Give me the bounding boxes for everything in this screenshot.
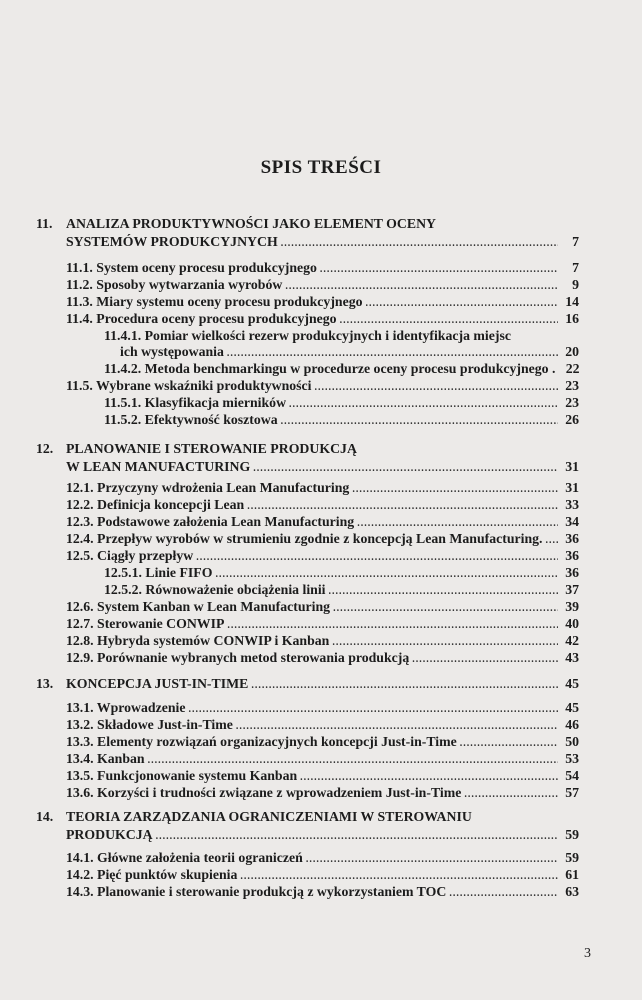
dot-leader [156,829,558,845]
dot-leader [300,770,558,786]
dot-leader [449,886,558,902]
chapter-title-line [66,827,579,845]
chapter-number: 11. [36,216,53,231]
entry-page-number: 45 [565,676,579,691]
dot-leader [366,296,558,312]
toc-entry [66,717,579,735]
chapter-title: PLANOWANIE I STEROWANIE PRODUKCJĄ [66,441,357,456]
entry-label: 12.8. Hybryda systemów CONWIP i Kanban [66,633,330,648]
toc-entry [104,565,579,583]
entry-page-number: 46 [565,717,579,732]
entry-label: 13.4. Kanban [66,751,145,766]
toc-entry [104,328,579,344]
dot-leader [196,550,558,566]
entry-label: 12.3. Podstawowe założenia Lean Manufacturing [66,514,355,529]
toc-entry [120,344,579,362]
entry-page-number: 23 [565,378,579,393]
dot-leader [281,236,558,252]
entry-page-number: 14 [565,294,579,309]
entry-label: 13.1. Wprowadzenie [66,700,186,715]
dot-leader [247,499,558,515]
toc-entry [66,497,579,515]
toc-entry [66,260,579,278]
toc-entry [104,582,579,600]
entry-page-number: 36 [565,548,579,563]
entry-label: 12.7. Sterowanie CONWIP [66,616,225,631]
entry-page-number: 42 [565,633,579,648]
entry-label: 11.1. System oceny procesu produkcyjnego [66,260,317,275]
dot-leader [412,652,558,668]
page-number: 3 [584,946,591,961]
toc-entry [66,277,579,295]
entry-page-number: 9 [572,277,579,292]
chapter-number: 14. [36,809,54,824]
entry-label: 14.2. Pięć punktów skupienia [66,867,238,882]
dot-leader [251,678,558,694]
dot-leader [188,702,558,718]
entry-label: 12.2. Definicja koncepcji Lean [66,497,245,512]
toc-entry [66,378,579,396]
entry-page-number: 31 [565,459,579,474]
entry-page-number: 26 [565,412,579,427]
dot-leader [227,618,558,634]
dot-leader [333,601,558,617]
entry-page-number: 20 [565,344,579,359]
entry-label: 11.3. Miary systemu oceny procesu produkcyjnego [66,294,363,309]
entry-label: 13.2. Składowe Just-in-Time [66,717,233,732]
entry-page-number: 33 [565,497,579,512]
entry-page-number: 37 [565,582,579,597]
toc-entry [66,751,579,769]
toc-entry [66,850,579,868]
dot-leader [236,719,558,735]
toc-entry [104,361,579,379]
entry-page-number: 63 [565,884,579,899]
toc-entry [66,884,579,902]
toc-entry [66,633,579,651]
entry-label: 11.5. Wybrane wskaźniki produktywności [66,378,312,393]
entry-label: 11.2. Sposoby wytwarzania wyrobów [66,277,283,292]
chapter-number: 12. [36,441,54,456]
dot-leader [460,736,558,752]
entry-label: 12.9. Porównanie wybranych metod sterowania produkcją [66,650,410,665]
entry-page-number: 39 [565,599,579,614]
toc-entry [66,867,579,885]
chapter-title-line [66,234,579,252]
dot-leader [240,869,558,885]
dot-leader [306,852,558,868]
toc-entry [66,311,579,329]
toc-entry [66,531,579,549]
chapter-title: TEORIA ZARZĄDZANIA OGRANICZENIAMI W STEROWANIU [66,809,472,824]
dot-leader [148,753,558,769]
entry-page-number: 43 [565,650,579,665]
dot-leader [464,787,558,803]
entry-page-number: 36 [565,531,579,546]
toc-entry [104,395,579,413]
entry-page-number: 34 [565,514,579,529]
entry-page-number: 59 [565,850,579,865]
entry-page-number: 45 [565,700,579,715]
chapter-title-line [66,459,579,477]
entry-page-number: 36 [565,565,579,580]
dot-leader [253,461,558,477]
dot-leader [285,279,558,295]
entry-page-number: 16 [565,311,579,326]
page-title: SPIS TREŚCI [260,157,382,178]
toc-entry [66,599,579,617]
entry-page-number: 61 [565,867,579,882]
entry-label: 13.6. Korzyści i trudności związane z wprowadzeniem Just-in-Time [66,785,462,800]
chapter-title: ANALIZA PRODUKTYWNOŚCI JAKO ELEMENT OCENY [66,216,437,231]
entry-label: 12.5. Ciągły przepływ [66,548,194,563]
dot-leader [314,380,558,396]
entry-page-number: 54 [565,768,579,783]
entry-label: 14.1. Główne założenia teorii ograniczeń [66,850,303,865]
dot-leader [352,482,558,498]
toc-entry [66,650,579,668]
entry-label: ich występowania [120,344,224,359]
toc-entry [66,768,579,786]
dot-leader [227,346,558,362]
dot-leader [215,567,558,583]
entry-label: KONCEPCJA JUST-IN-TIME [66,676,249,691]
toc-entry [66,700,579,718]
entry-page-number: 59 [565,827,579,842]
entry-page-number: 40 [565,616,579,631]
entry-page-number: 23 [565,395,579,410]
dot-leader [332,635,558,651]
toc-entry [66,616,579,634]
dot-leader [289,397,558,413]
entry-page-number: 22 [565,361,580,376]
toc-entry [66,514,579,532]
chapter-title-line [66,676,579,694]
entry-label: SYSTEMÓW PRODUKCYJNYCH [66,234,278,249]
entry-page-number: 50 [565,734,579,749]
entry-label: 12.6. System Kanban w Lean Manufacturing [66,599,331,614]
dot-leader [320,262,558,278]
entry-label: W LEAN MANUFACTURING [66,459,251,474]
entry-page-number: 7 [572,234,579,249]
dot-leader [545,533,558,549]
entry-label: 12.4. Przepływ wyrobów w strumieniu zgodnie z koncepcją Lean Manufacturing. [66,531,543,546]
entry-label: 13.5. Funkcjonowanie systemu Kanban [66,768,298,783]
entry-label: 11.5.2. Efektywność kosztowa [104,412,278,427]
entry-label: 12.1. Przyczyny wdrożenia Lean Manufacturing [66,480,350,495]
dot-leader [357,516,558,532]
chapter-number: 13. [36,676,54,691]
entry-label: 11.5.1. Klasyfikacja mierników [104,395,287,410]
toc-entry [66,734,579,752]
toc-entry [66,294,579,312]
dot-leader [340,313,558,329]
entry-label: 11.4. Procedura oceny procesu produkcyjnego [66,311,337,326]
toc-entry [66,480,579,498]
entry-label: 12.5.1. Linie FIFO [104,565,213,580]
entry-label: 11.4.2. Metoda benchmarkingu w procedurze oceny procesu produkcyjnego . [104,361,556,376]
entry-label: 13.3. Elementy rozwiązań organizacyjnych koncepcji Just-in-Time [66,734,457,749]
entry-label: 14.3. Planowanie i sterowanie produkcją z wykorzystaniem TOC [66,884,447,899]
toc-entry [66,548,579,566]
entry-page-number: 31 [565,480,579,495]
entry-label: PRODUKCJĄ [66,827,153,842]
toc-entry [66,785,579,803]
entry-page-number: 53 [565,751,579,766]
entry-page-number: 57 [565,785,579,800]
dot-leader [329,584,558,600]
entry-page-number: 7 [572,260,579,275]
toc-entry [104,412,579,430]
entry-label: 11.4.1. Pomiar wielkości rezerw produkcyjnych i identyfikacja miejsc [104,328,511,343]
dot-leader [281,414,558,430]
entry-label: 12.5.2. Równoważenie obciążenia linii [104,582,326,597]
